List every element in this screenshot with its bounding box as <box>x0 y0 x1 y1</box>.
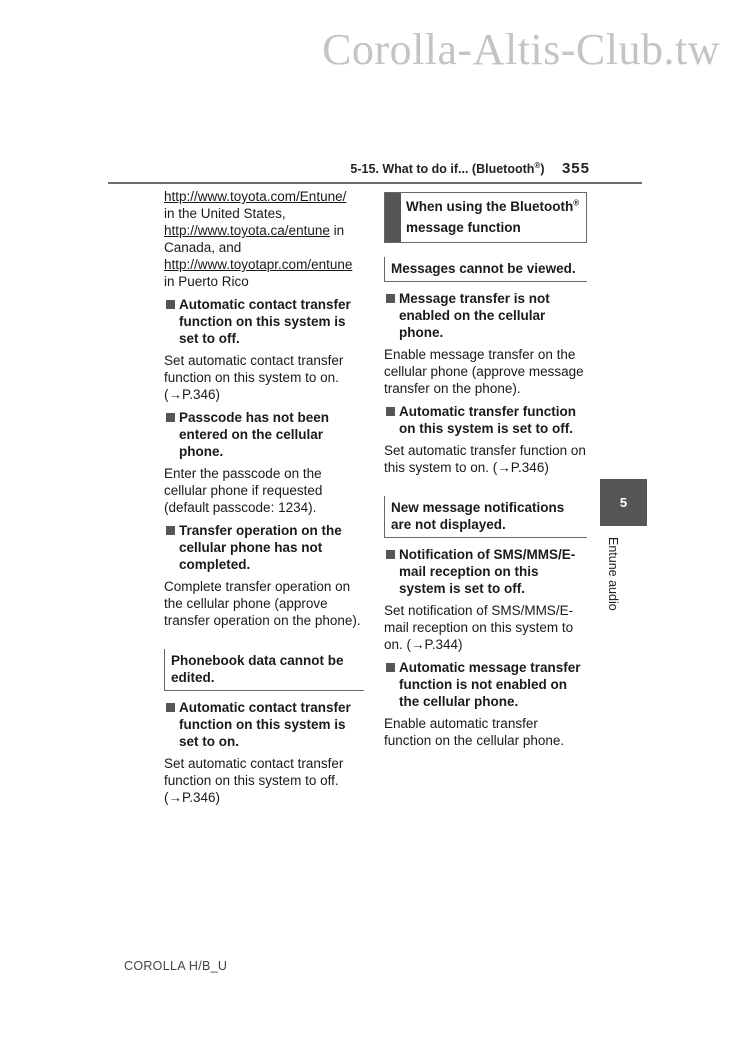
bullet-heading: Automatic contact transfer function on this system is set to off. <box>164 296 364 347</box>
chapter-tab[interactable]: 5 <box>600 479 647 526</box>
body-text: Enable message transfer on the cellular phone (approve message transfer on the phone). <box>384 347 584 396</box>
chapter-label: Entune audio <box>606 537 620 611</box>
topic-box-notifications: New message notifications are not displayed. <box>384 496 587 538</box>
link-toyota-pr[interactable]: http://www.toyotapr.com/entune <box>164 257 353 272</box>
header-divider <box>108 182 642 184</box>
bullet-heading: Passcode has not been entered on the cellular phone. <box>164 409 364 460</box>
bullet-heading: Transfer operation on the cellular phone has not completed. <box>164 522 364 573</box>
topic-box-messages: Messages cannot be viewed. <box>384 257 587 282</box>
body-text: Complete transfer operation on the cellular phone (approve transfer operation on the phone). <box>164 579 361 628</box>
text-in: in <box>329 223 345 238</box>
bullet-heading: Automatic message transfer function is not enabled on the cellular phone. <box>384 659 587 710</box>
right-column <box>384 188 587 749</box>
watermark: Corolla-Altis-Club.tw <box>322 25 720 74</box>
topic-box-phonebook: Phonebook data cannot be edited. <box>164 649 364 691</box>
link-toyota-ca[interactable]: http://www.toyota.ca/entune <box>164 223 330 238</box>
page-header <box>0 160 590 177</box>
body-text: Set automatic contact transfer function on this system to off. (→P.346) <box>164 756 344 805</box>
text-puerto-rico: in Puerto Rico <box>164 274 249 289</box>
body-text: Enter the passcode on the cellular phone if requested (default passcode: 1234). <box>164 466 323 515</box>
section-box-bar <box>385 193 401 242</box>
body-text: Set automatic contact transfer function on this system to on. (→P.346) <box>164 353 344 402</box>
bullet-heading: Notification of SMS/MMS/E-mail reception on this system is set to off. <box>384 546 587 597</box>
section-title: 5-15. What to do if... (Bluetooth®) <box>350 160 545 176</box>
left-column <box>164 188 364 806</box>
section-box-message-function <box>384 192 587 243</box>
text-us: in the United States, <box>164 206 286 221</box>
bullet-heading: Automatic transfer function on this system is set to off. <box>384 403 587 437</box>
body-text: Set notification of SMS/MMS/E-mail reception on this system to on. (→P.344) <box>384 603 574 652</box>
body-text: Enable automatic transfer function on the cellular phone. <box>384 716 565 748</box>
page-number: 355 <box>561 160 590 177</box>
bullet-heading: Automatic contact transfer function on this system is set to on. <box>164 699 364 750</box>
footer-model: COROLLA H/B_U <box>124 959 228 973</box>
link-toyota-us[interactable]: http://www.toyota.com/Entune/ <box>164 189 347 204</box>
section-box-title: When using the Bluetooth® message function <box>406 198 580 235</box>
text-canada: Canada, and <box>164 240 242 255</box>
body-text: Set automatic transfer function on this system to on. (→P.346) <box>384 443 586 475</box>
bullet-heading: Message transfer is not enabled on the cellular phone. <box>384 290 587 341</box>
